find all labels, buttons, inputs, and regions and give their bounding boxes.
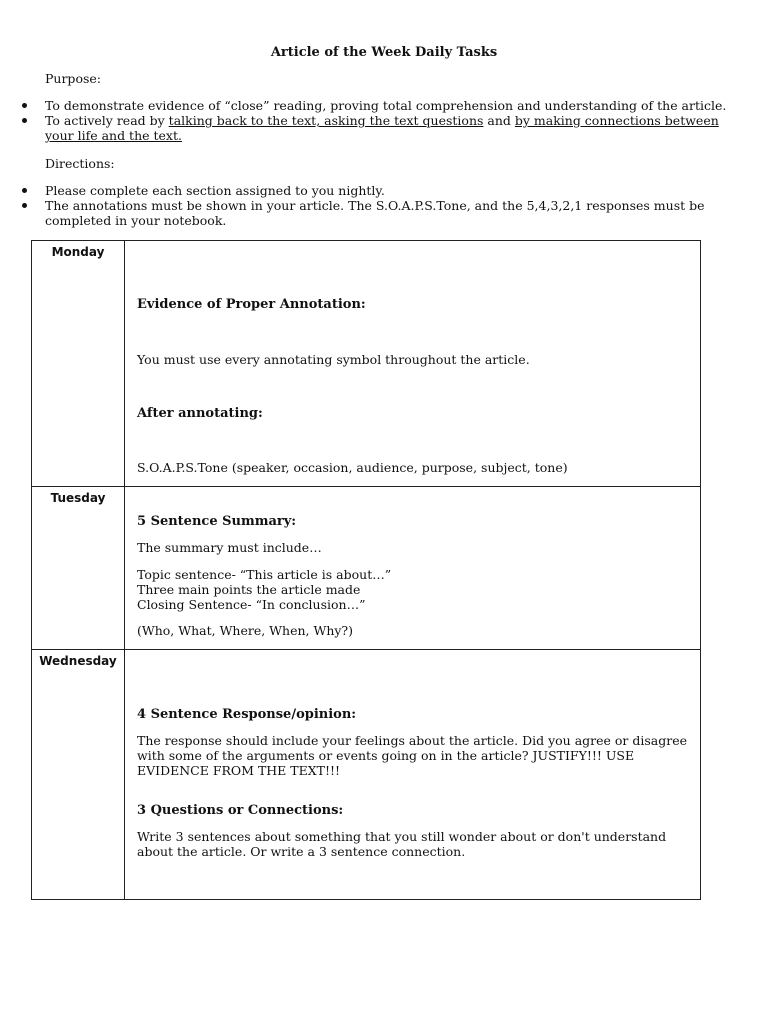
purpose-bullet-underlined: talking back to the text, asking the text questions	[168, 113, 484, 128]
table-row-monday	[32, 241, 701, 487]
directions-bullet	[20, 183, 732, 198]
table-row-tuesday	[32, 487, 701, 650]
bullet-icon	[22, 118, 27, 123]
purpose-bullet-underlined: by making connections between your life and the text.	[45, 113, 719, 143]
purpose-bullet-text: To actively read by	[45, 113, 169, 128]
directions-list	[20, 183, 732, 228]
directions-bullet-text: Please complete each section assigned to you nightly.	[45, 183, 385, 198]
day-label-monday: Monday	[32, 241, 125, 487]
wednesday-content	[125, 650, 701, 900]
after-annotating-heading: After annotating:	[137, 406, 263, 421]
page-title: Article of the Week Daily Tasks	[270, 45, 498, 60]
directions-bullet-text: The annotations must be shown in your article. The S.O.A.P.S.Tone, and the 5,4,3,2,1 responses must be completed in your notebook.	[45, 198, 705, 228]
response-text: The response should include your feelings about the article. Did you agree or disagree with some of the arguments or events going on in the article? JUSTIFY!!! USE EVIDENCE FROM THE TEXT!!!	[137, 733, 688, 778]
evidence-heading: Evidence of Proper Annotation:	[137, 297, 366, 312]
questions-text: Write 3 sentences about something that you still wonder about or don't understand about the article. Or write a 3 sentence connection.	[137, 829, 667, 859]
purpose-bullet-text: and	[483, 113, 515, 128]
bullet-icon	[22, 103, 27, 108]
questions-heading: 3 Questions or Connections:	[137, 803, 344, 818]
purpose-label: Purpose:	[45, 71, 101, 86]
tuesday-content	[125, 487, 701, 650]
monday-content	[125, 241, 701, 487]
table-row-wednesday	[32, 650, 701, 900]
purpose-list	[20, 98, 732, 143]
summary-intro: The summary must include…	[137, 540, 322, 555]
bullet-icon	[22, 188, 27, 193]
summary-questions: (Who, What, Where, When, Why?)	[137, 623, 354, 638]
summary-heading: 5 Sentence Summary:	[137, 514, 297, 529]
day-label-wednesday: Wednesday	[32, 650, 125, 900]
summary-item: Closing Sentence- “In conclusion…”	[137, 597, 366, 612]
response-heading: 4 Sentence Response/opinion:	[137, 707, 357, 722]
soapstone-text: S.O.A.P.S.Tone (speaker, occasion, audience, purpose, subject, tone)	[137, 460, 568, 475]
evidence-text: You must use every annotating symbol throughout the article.	[137, 352, 530, 367]
purpose-bullet	[20, 98, 732, 113]
purpose-bullet-text: To demonstrate evidence of “close” reading, proving total comprehension and understanding of the article.	[45, 98, 727, 113]
directions-label: Directions:	[45, 156, 115, 171]
summary-item: Topic sentence- “This article is about…”	[137, 567, 392, 582]
day-label-tuesday: Tuesday	[32, 487, 125, 650]
purpose-bullet	[20, 113, 732, 143]
summary-item: Three main points the article made	[137, 582, 361, 597]
daily-tasks-table	[31, 240, 701, 900]
directions-bullet	[20, 198, 732, 228]
bullet-icon	[22, 203, 27, 208]
